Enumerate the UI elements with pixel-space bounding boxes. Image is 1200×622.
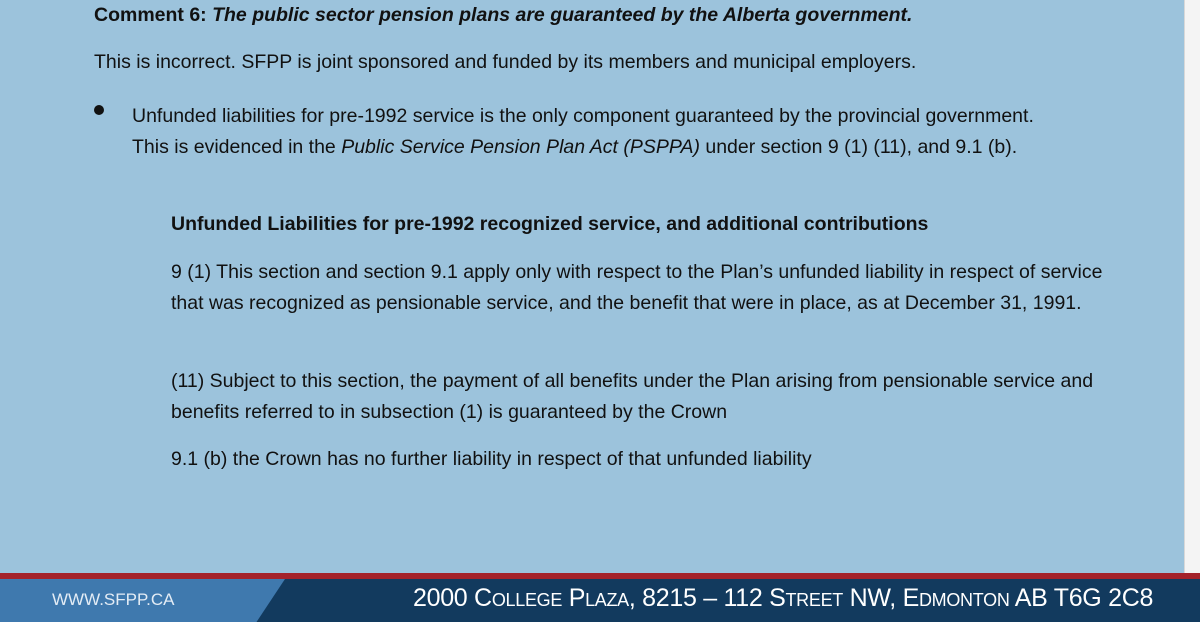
quote-section-9-1: 9 (1) This section and section 9.1 apply only with respect to the Plan’s unfunded liability in respect of service that was recognized as pensionable service, and the benefit that were in place, as at December 31, 1991. — [171, 261, 1103, 314]
comment-heading-text: The public sector pension plans are guaranteed by the Alberta government. — [212, 4, 913, 26]
window-edge — [1184, 0, 1200, 574]
bullet-text-end: under section 9 (1) (11), and 9.1 (b). — [699, 135, 1018, 158]
bullet-item — [132, 101, 1062, 162]
quote-heading: Unfunded Liabilities for pre-1992 recognized service, and additional contributions — [171, 213, 929, 235]
bullet-icon — [94, 105, 104, 115]
quote-section-11: (11) Subject to this section, the payment of all benefits under the Plan arising from pensionable service and benefits referred to in subsection (1) is guaranteed by the Crown — [171, 370, 1094, 423]
comment-heading-label: Comment 6: — [94, 4, 213, 26]
response-paragraph: This is incorrect. SFPP is joint sponsored and funded by its members and municipal employers. — [94, 51, 917, 73]
bullet-text-start: Unfunded liabilities for pre-1992 service is the only component guaranteed by the provincial government. This is evidenced in the — [132, 105, 1034, 158]
act-name: Public Service Pension Plan Act (PSPPA) — [341, 135, 700, 158]
website-link[interactable]: WWW.SFPP.CA — [52, 590, 175, 609]
comment-heading — [94, 4, 912, 27]
footer-address: 2000 College Plaza, 8215 – 112 Street NW, Edmonton AB T6G 2C8 — [413, 584, 1154, 612]
quote-section-9-1-b: 9.1 (b) the Crown has no further liability in respect of that unfunded liability — [171, 448, 812, 470]
